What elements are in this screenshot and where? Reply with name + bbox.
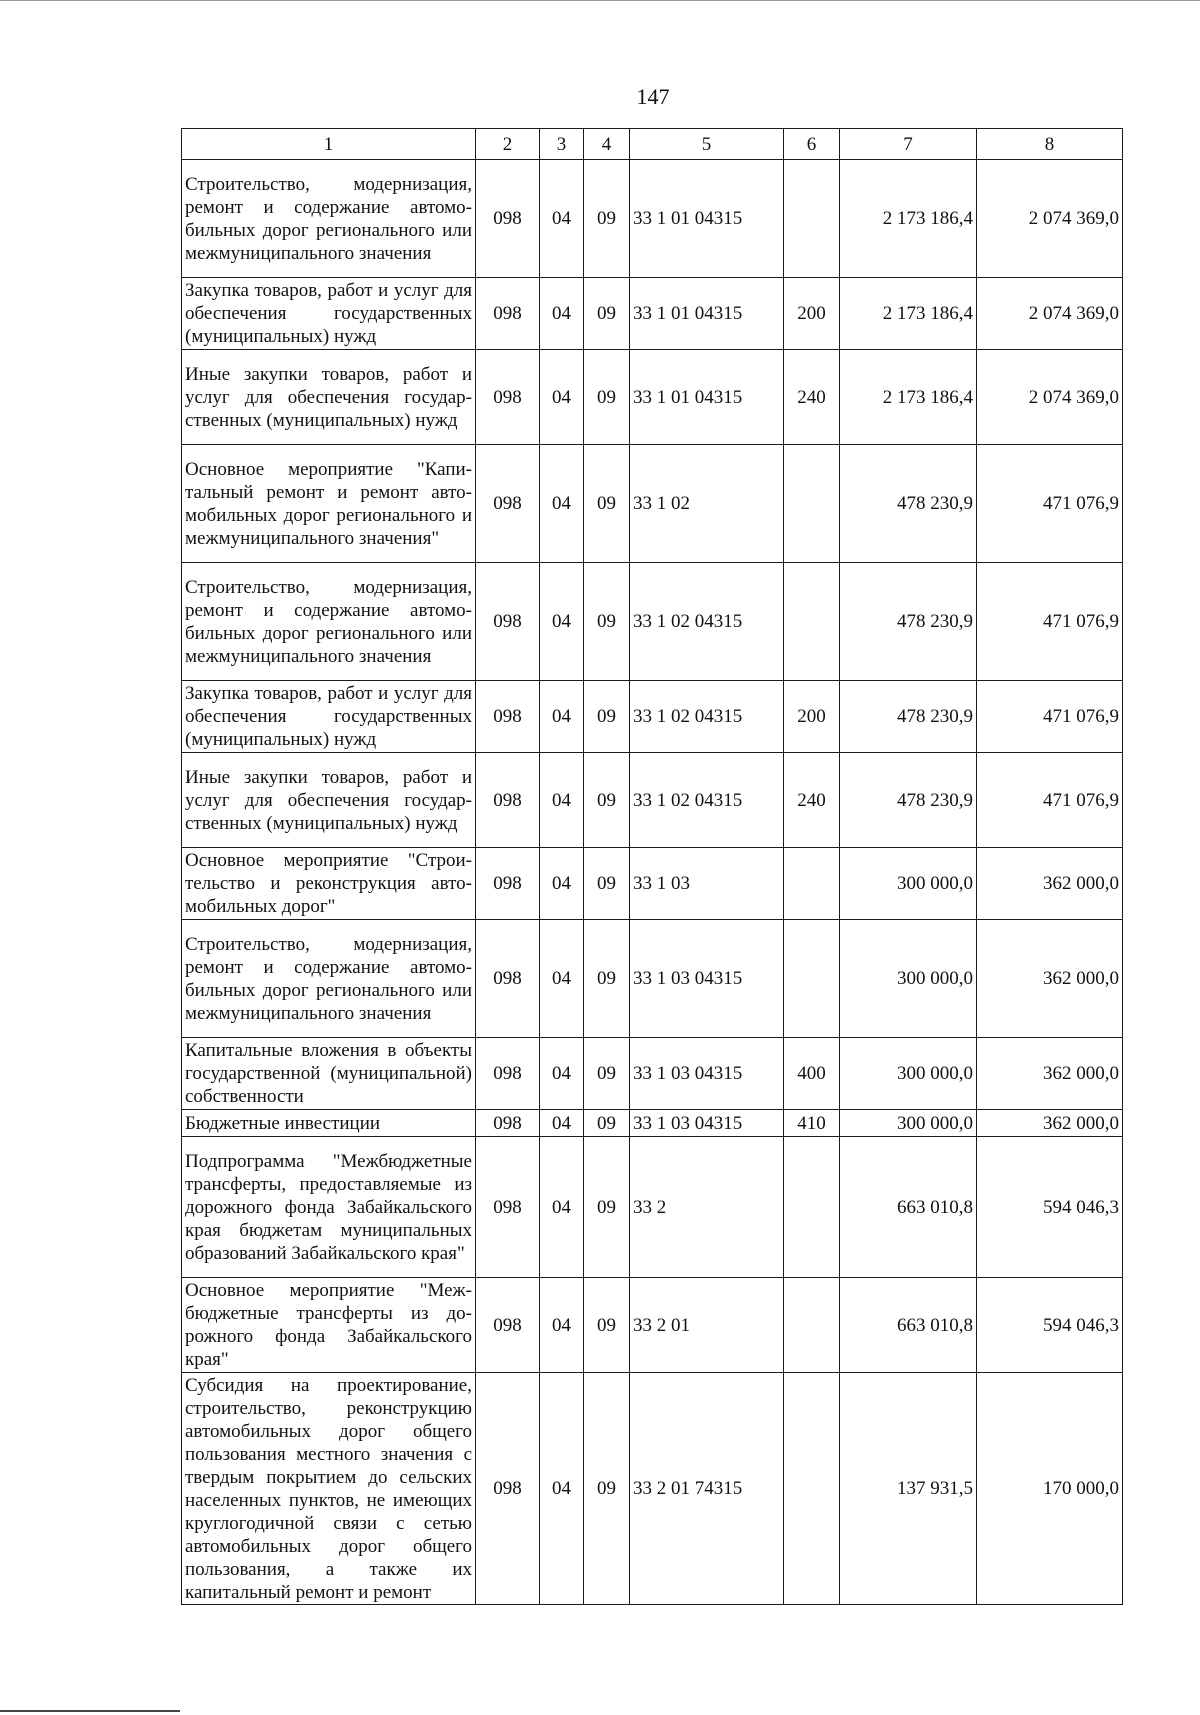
row-expense-type: 200 xyxy=(784,278,840,350)
row-subsection-code: 09 xyxy=(584,848,630,920)
row-expense-type: 240 xyxy=(784,753,840,848)
table-header xyxy=(182,129,1123,160)
row-amount-col7: 663 010,8 xyxy=(840,1278,977,1373)
row-target-article: 33 1 02 xyxy=(630,445,784,563)
row-ministry-code: 098 xyxy=(476,1278,540,1373)
row-ministry-code: 098 xyxy=(476,445,540,563)
row-amount-col7: 300 000,0 xyxy=(840,848,977,920)
row-amount-col7: 2 173 186,4 xyxy=(840,278,977,350)
row-amount-col8: 471 076,9 xyxy=(977,445,1123,563)
row-subsection-code: 09 xyxy=(584,445,630,563)
table-row xyxy=(182,1278,1123,1373)
row-name: Строительство, модернизация, ремонт и содержание автомобильных дорог регионального или межмуниципального значения xyxy=(182,563,476,681)
row-target-article: 33 1 03 04315 xyxy=(630,1038,784,1110)
row-target-article: 33 1 01 04315 xyxy=(630,160,784,278)
row-expense-type xyxy=(784,563,840,681)
row-name: Закупка товаров, работ и услуг для обеспечения государственных (муниципальных) нужд xyxy=(182,278,476,350)
table-row xyxy=(182,1137,1123,1278)
row-target-article: 33 1 03 xyxy=(630,848,784,920)
header-col-1: 1 xyxy=(182,129,476,160)
row-ministry-code: 098 xyxy=(476,920,540,1038)
row-subsection-code: 09 xyxy=(584,160,630,278)
row-section-code: 04 xyxy=(540,753,584,848)
row-name: Строительство, модернизация, ремонт и содержание автомобильных дорог регионального или межмуниципального значения xyxy=(182,160,476,278)
row-ministry-code: 098 xyxy=(476,1373,540,1605)
row-expense-type xyxy=(784,920,840,1038)
header-col-4: 4 xyxy=(584,129,630,160)
row-section-code: 04 xyxy=(540,278,584,350)
header-col-6: 6 xyxy=(784,129,840,160)
header-row xyxy=(182,129,1123,160)
row-amount-col7: 2 173 186,4 xyxy=(840,350,977,445)
row-target-article: 33 1 03 04315 xyxy=(630,920,784,1038)
row-ministry-code: 098 xyxy=(476,350,540,445)
table-row xyxy=(182,445,1123,563)
row-ministry-code: 098 xyxy=(476,563,540,681)
table-row xyxy=(182,350,1123,445)
table-row xyxy=(182,848,1123,920)
row-amount-col8: 362 000,0 xyxy=(977,1038,1123,1110)
row-name: Капитальные вложения в объекты государственной (муниципальной) собственности xyxy=(182,1038,476,1110)
row-amount-col8: 362 000,0 xyxy=(977,920,1123,1038)
row-ministry-code: 098 xyxy=(476,278,540,350)
row-amount-col8: 2 074 369,0 xyxy=(977,350,1123,445)
row-amount-col7: 2 173 186,4 xyxy=(840,160,977,278)
row-target-article: 33 1 02 04315 xyxy=(630,563,784,681)
row-target-article: 33 2 01 74315 xyxy=(630,1373,784,1605)
row-amount-col8: 471 076,9 xyxy=(977,681,1123,753)
row-amount-col7: 478 230,9 xyxy=(840,445,977,563)
row-section-code: 04 xyxy=(540,445,584,563)
budget-table xyxy=(181,128,1123,1605)
row-amount-col8: 594 046,3 xyxy=(977,1137,1123,1278)
row-expense-type xyxy=(784,1278,840,1373)
row-target-article: 33 1 02 04315 xyxy=(630,753,784,848)
row-amount-col8: 170 000,0 xyxy=(977,1373,1123,1605)
row-ministry-code: 098 xyxy=(476,753,540,848)
page-number: 147 xyxy=(636,84,670,109)
row-expense-type xyxy=(784,848,840,920)
row-subsection-code: 09 xyxy=(584,920,630,1038)
row-name: Закупка товаров, работ и услуг для обеспечения государственных (муниципальных) нужд xyxy=(182,681,476,753)
table-row xyxy=(182,681,1123,753)
row-amount-col7: 300 000,0 xyxy=(840,1038,977,1110)
row-subsection-code: 09 xyxy=(584,563,630,681)
row-subsection-code: 09 xyxy=(584,1137,630,1278)
row-target-article: 33 1 02 04315 xyxy=(630,681,784,753)
row-amount-col8: 362 000,0 xyxy=(977,1110,1123,1137)
row-amount-col8: 362 000,0 xyxy=(977,848,1123,920)
row-target-article: 33 1 03 04315 xyxy=(630,1110,784,1137)
table-row xyxy=(182,1110,1123,1137)
row-subsection-code: 09 xyxy=(584,681,630,753)
header-col-8: 8 xyxy=(977,129,1123,160)
row-section-code: 04 xyxy=(540,563,584,681)
row-amount-col8: 594 046,3 xyxy=(977,1278,1123,1373)
row-expense-type: 400 xyxy=(784,1038,840,1110)
row-subsection-code: 09 xyxy=(584,1038,630,1110)
row-target-article: 33 1 01 04315 xyxy=(630,350,784,445)
row-name: Бюджетные инвестиции xyxy=(182,1110,476,1137)
row-target-article: 33 1 01 04315 xyxy=(630,278,784,350)
scan-artifact-bottom-line xyxy=(0,1710,180,1712)
table-row xyxy=(182,1373,1123,1605)
row-amount-col7: 300 000,0 xyxy=(840,1110,977,1137)
row-ministry-code: 098 xyxy=(476,1110,540,1137)
table-body xyxy=(182,160,1123,1605)
row-section-code: 04 xyxy=(540,1137,584,1278)
row-expense-type xyxy=(784,445,840,563)
table-row xyxy=(182,1038,1123,1110)
table-row xyxy=(182,278,1123,350)
row-name: Основное мероприятие "Капитальный ремонт и ремонт автомобильных дорог регионального и межмуниципального значения" xyxy=(182,445,476,563)
row-amount-col7: 300 000,0 xyxy=(840,920,977,1038)
row-name: Подпрограмма "Межбюджетные трансферты, предоставляемые из дорожного фонда Забайкальского края бюджетам муниципальных образований Забайкальского края" xyxy=(182,1137,476,1278)
row-name: Основное мероприятие "Строительство и реконструкция автомобильных дорог" xyxy=(182,848,476,920)
row-section-code: 04 xyxy=(540,848,584,920)
row-amount-col8: 2 074 369,0 xyxy=(977,278,1123,350)
row-subsection-code: 09 xyxy=(584,753,630,848)
row-amount-col8: 471 076,9 xyxy=(977,753,1123,848)
row-name: Строительство, модернизация, ремонт и содержание автомобильных дорог регионального или межмуниципального значения xyxy=(182,920,476,1038)
row-ministry-code: 098 xyxy=(476,1038,540,1110)
row-amount-col8: 2 074 369,0 xyxy=(977,160,1123,278)
table-row xyxy=(182,563,1123,681)
header-col-3: 3 xyxy=(540,129,584,160)
row-section-code: 04 xyxy=(540,1038,584,1110)
row-target-article: 33 2 xyxy=(630,1137,784,1278)
row-section-code: 04 xyxy=(540,160,584,278)
row-section-code: 04 xyxy=(540,350,584,445)
row-name: Иные закупки товаров, работ и услуг для обеспечения государственных (муниципальных) нужд xyxy=(182,753,476,848)
row-section-code: 04 xyxy=(540,1278,584,1373)
header-col-5: 5 xyxy=(630,129,784,160)
row-name: Субсидия на проектирование, строительство, реконструкцию автомобильных дорог общего пользования местного значения с твердым покрытием до сельских населенных пунктов, не имеющих круглогодичной связи с сетью автомобильных дорог общего пользования, а также их капитальный ремонт и ремонт xyxy=(182,1373,476,1605)
row-subsection-code: 09 xyxy=(584,1278,630,1373)
row-section-code: 04 xyxy=(540,1373,584,1605)
row-section-code: 04 xyxy=(540,681,584,753)
row-amount-col7: 478 230,9 xyxy=(840,563,977,681)
row-expense-type xyxy=(784,1137,840,1278)
row-subsection-code: 09 xyxy=(584,1373,630,1605)
row-amount-col8: 471 076,9 xyxy=(977,563,1123,681)
row-expense-type: 240 xyxy=(784,350,840,445)
table-row xyxy=(182,753,1123,848)
table-row xyxy=(182,920,1123,1038)
row-expense-type xyxy=(784,1373,840,1605)
row-expense-type: 410 xyxy=(784,1110,840,1137)
table-row xyxy=(182,160,1123,278)
row-amount-col7: 478 230,9 xyxy=(840,753,977,848)
header-col-7: 7 xyxy=(840,129,977,160)
row-name: Основное мероприятие "Межбюджетные трансферты из дорожного фонда Забайкальского края" xyxy=(182,1278,476,1373)
row-subsection-code: 09 xyxy=(584,350,630,445)
row-subsection-code: 09 xyxy=(584,1110,630,1137)
row-target-article: 33 2 01 xyxy=(630,1278,784,1373)
row-expense-type: 200 xyxy=(784,681,840,753)
row-amount-col7: 478 230,9 xyxy=(840,681,977,753)
header-col-2: 2 xyxy=(476,129,540,160)
row-section-code: 04 xyxy=(540,920,584,1038)
row-subsection-code: 09 xyxy=(584,278,630,350)
scan-artifact-top-line xyxy=(0,0,1200,1)
row-ministry-code: 098 xyxy=(476,160,540,278)
row-ministry-code: 098 xyxy=(476,1137,540,1278)
row-ministry-code: 098 xyxy=(476,681,540,753)
row-ministry-code: 098 xyxy=(476,848,540,920)
row-section-code: 04 xyxy=(540,1110,584,1137)
row-expense-type xyxy=(784,160,840,278)
row-name: Иные закупки товаров, работ и услуг для обеспечения государственных (муниципальных) нужд xyxy=(182,350,476,445)
row-amount-col7: 137 931,5 xyxy=(840,1373,977,1605)
row-amount-col7: 663 010,8 xyxy=(840,1137,977,1278)
